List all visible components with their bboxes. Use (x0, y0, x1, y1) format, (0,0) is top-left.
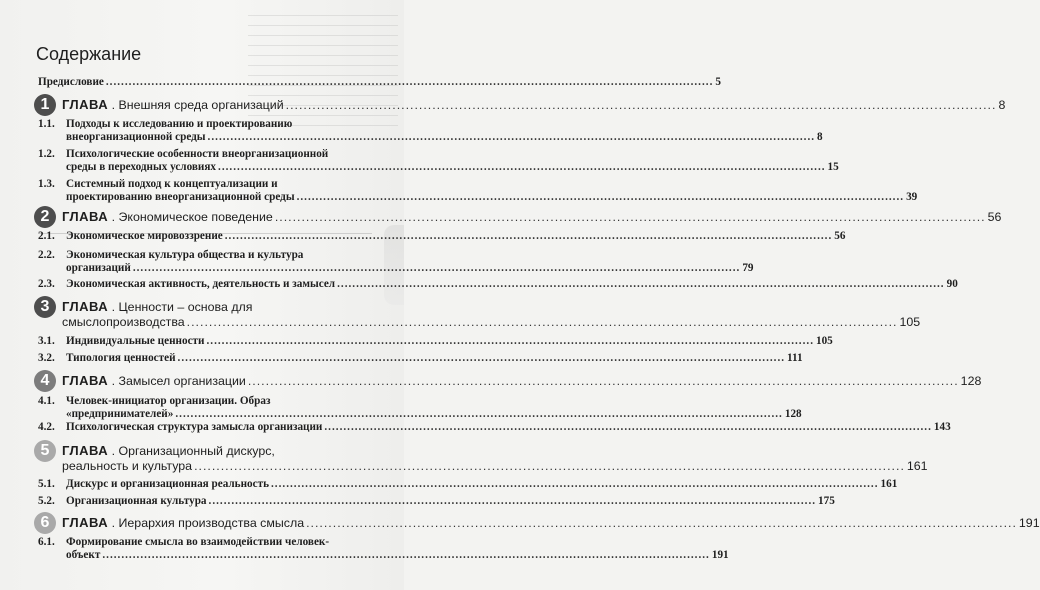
chapter-number-badge: 4 (34, 370, 56, 392)
toc-section-6-1: 6.1. Формирование смысла во взаимодействии человек- объект ..... 191 (38, 536, 372, 562)
toc-section-4-2: 4.2. Психологическая структура замысла организации ..... 143 (38, 421, 372, 434)
toc-section-1-3: 1.3. Системный подход к концептуализации и проектированию внеорганизационной среды ..... 39 (38, 178, 372, 204)
toc-section-3-2: 3.2. Типология ценностей ..... 111 (38, 352, 372, 365)
toc-chapter-1: 1 ГЛАВА . Внешняя среда организаций ..... 8 (34, 94, 374, 116)
toc-section-2-3: 2.3. Экономическая активность, деятельность и замысел ..... 90 (38, 278, 372, 291)
toc-chapter-3: 3 ГЛАВА . Ценности – основа для смыслопроизводства ..... 105 (34, 296, 374, 330)
preface-page: 5 (715, 76, 721, 88)
toc-section-5-1: 5.1. Дискурс и организационная реальность ..... 161 (38, 478, 372, 491)
toc-chapter-4: 4 ГЛАВА . Замысел организации ..... 128 (34, 370, 374, 392)
chapter-title: Внешняя среда организаций (118, 98, 284, 112)
chapter-number-badge: 3 (34, 296, 56, 318)
toc-preface (38, 76, 721, 89)
toc-section-5-2: 5.2. Организационная культура ..... 175 (38, 495, 372, 508)
chapter-number-badge: 6 (34, 512, 56, 534)
chapter-number-badge: 1 (34, 94, 56, 116)
toc-section-3-1: 3.1. Индивидуальные ценности ..... 105 (38, 335, 372, 348)
toc-section-2-2: 2.2. Экономическая культура общества и культура организаций ..... 79 (38, 249, 372, 275)
toc-chapter-2: 2 ГЛАВА . Экономическое поведение ..... 56 (34, 206, 374, 228)
toc-section-1-1: 1.1. Подходы к исследованию и проектированию внеорганизационной среды ..... 8 (38, 118, 372, 144)
toc-section-4-1: 4.1. Человек-инициатор организации. Образ «предпринимателей» ..... 128 (38, 395, 372, 421)
page-title: Содержание (36, 44, 142, 64)
toc-chapter-5: 5 ГЛАВА . Организационный дискурс, реальность и культура ..... 161 (34, 440, 374, 474)
chapter-glava-label: ГЛАВА (62, 97, 109, 112)
chapter-number-badge: 2 (34, 206, 56, 228)
toc-section-2-1: 2.1. Экономическое мировоззрение ..... 56 (38, 230, 372, 243)
chapter-number-badge: 5 (34, 440, 56, 462)
toc-chapter-6: 6 ГЛАВА . Иерархия производства смысла ..... 191 (34, 512, 374, 534)
preface-label: Предисловие (38, 76, 104, 88)
toc-section-1-2: 1.2. Психологические особенности внеорганизационной среды в переходных условиях ..... 15 (38, 148, 372, 174)
chapter-page: 8 (998, 98, 1006, 112)
